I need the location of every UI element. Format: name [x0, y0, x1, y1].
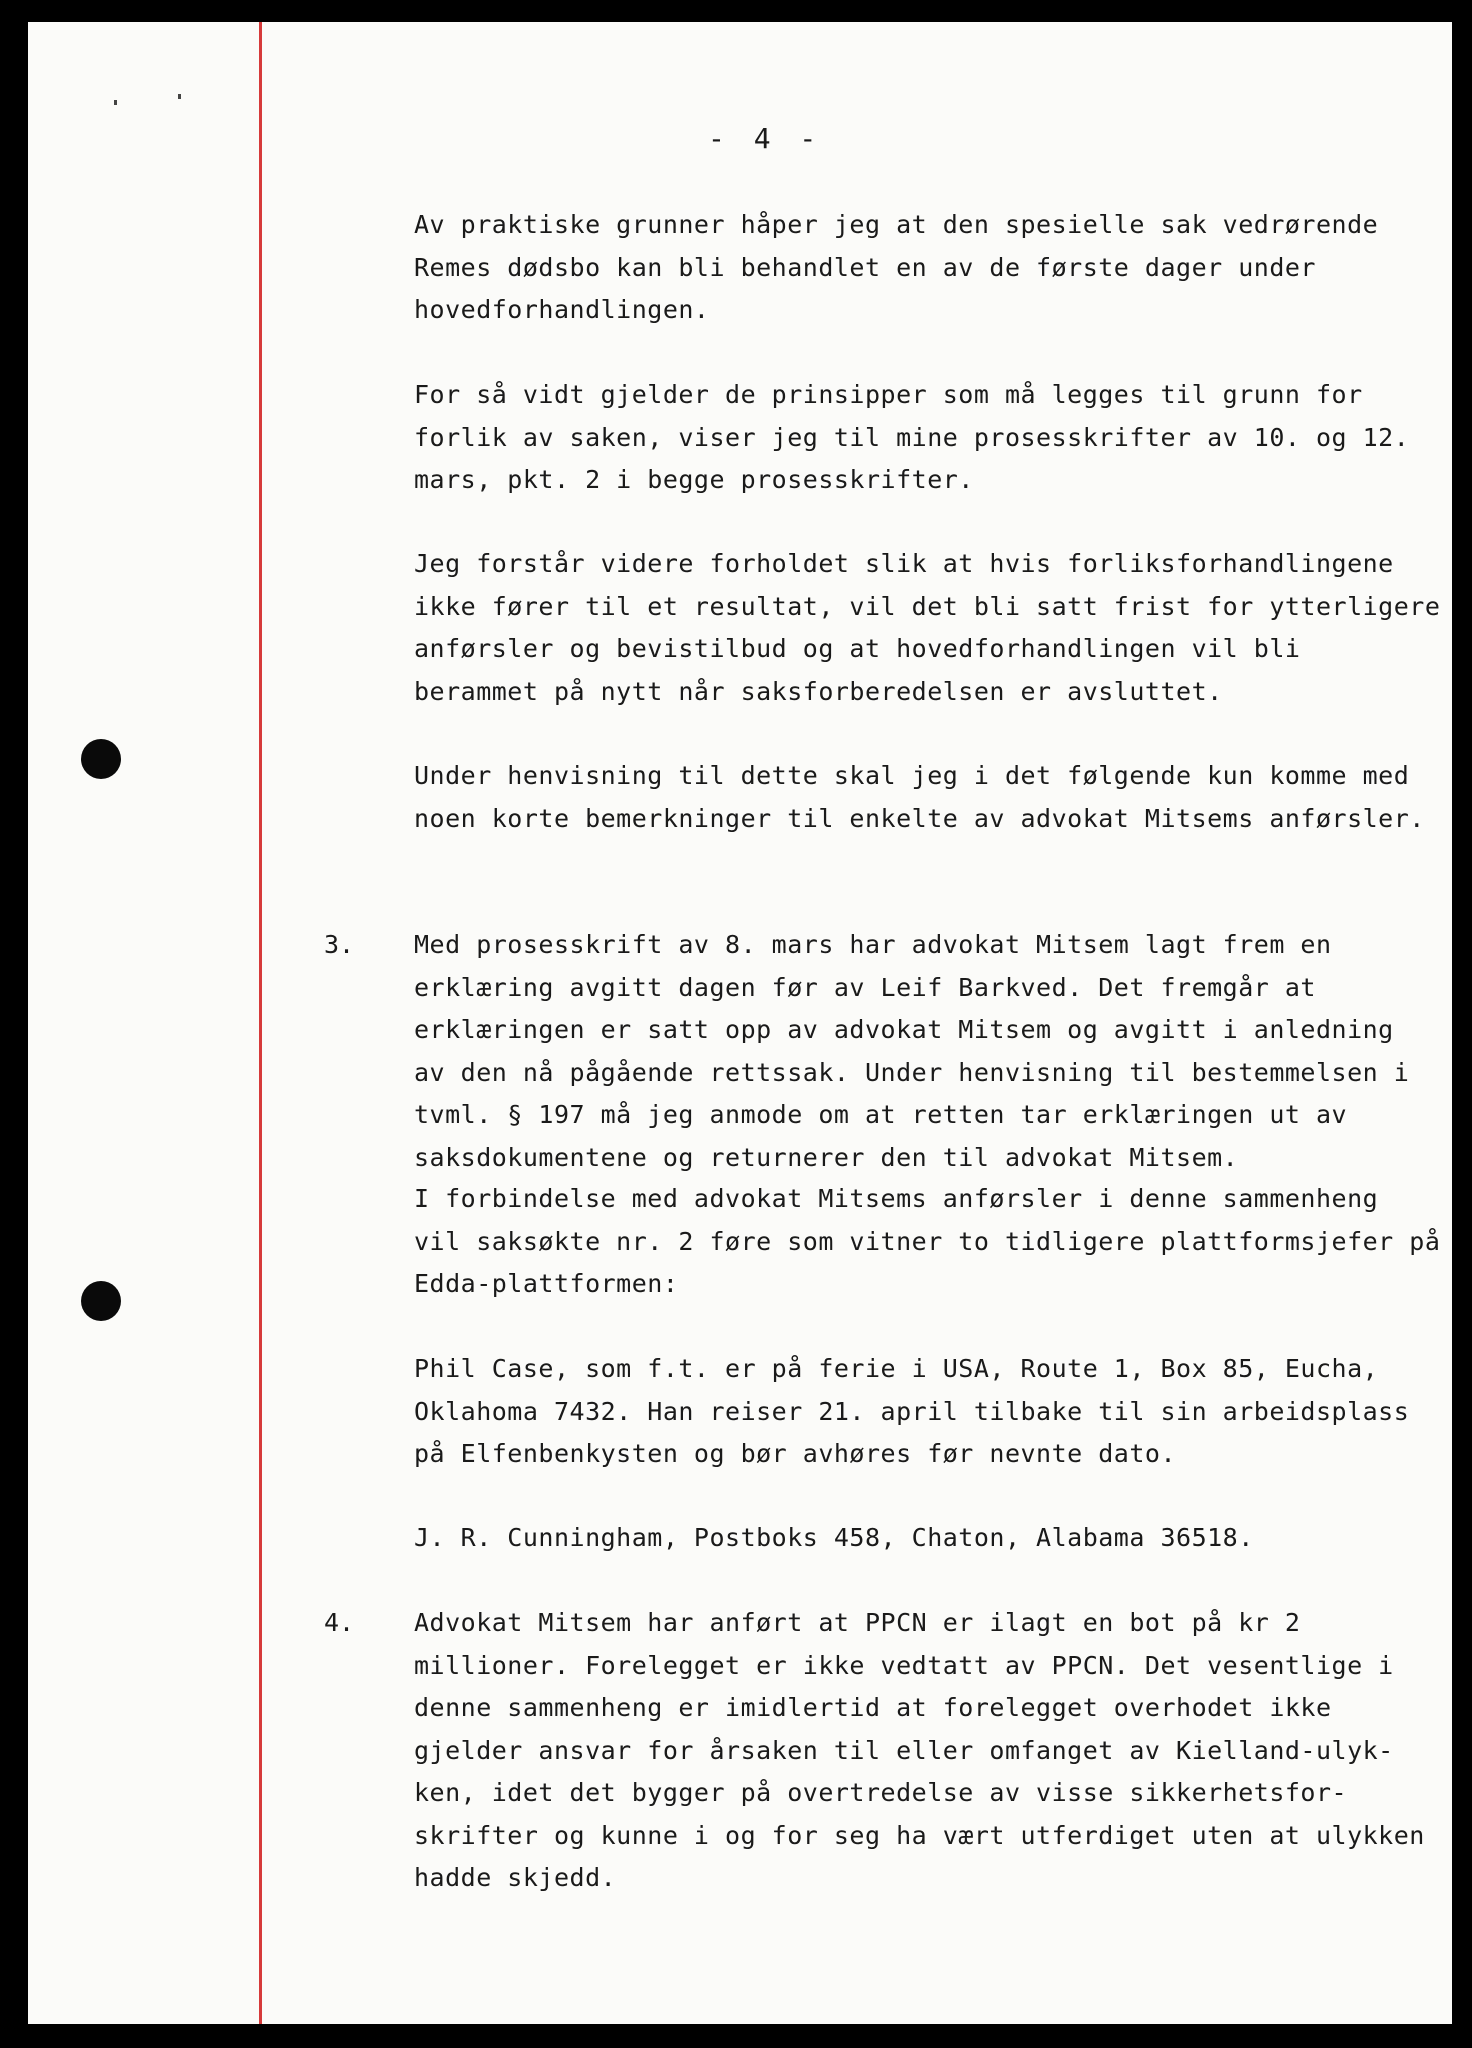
- paragraph: [414, 755, 1430, 840]
- document-page: [28, 22, 1452, 2024]
- text-line: denne sammenheng er imidlertid at forelegget overhodet ikke: [414, 1693, 1332, 1722]
- text-line: mars, pkt. 2 i begge prosesskrifter.: [414, 465, 974, 494]
- text-line: Oklahoma 7432. Han reiser 21. april tilbake til sin arbeidsplass: [414, 1396, 1410, 1426]
- text-line: millioner. Forelegget er ikke vedtatt av PPCN. Det vesentlige i: [414, 1650, 1394, 1680]
- text-line: noen korte bemerkninger til enkelte av advokat Mitsems anførsler.: [414, 803, 1425, 833]
- paragraph: [414, 374, 1430, 502]
- text-line: anførsler og bevistilbud og at hovedforhandlingen vil bli: [414, 634, 1301, 663]
- text-line: Jeg forstår videre forholdet slik at hvis forliksforhandlingene: [414, 549, 1394, 578]
- punch-hole-icon: [81, 739, 121, 779]
- text-line: hadde skjedd.: [414, 1863, 617, 1892]
- text-line: på Elfenbenkysten og bør avhøres før nevnte dato.: [414, 1439, 1177, 1468]
- text-line: skrifter og kunne i og for seg ha vært utferdiget uten at ulykken: [414, 1820, 1425, 1850]
- text-line: ikke fører til et resultat, vil det bli satt frist for ytterligere: [414, 591, 1441, 621]
- paragraph: [414, 1178, 1441, 1306]
- paragraph: [414, 1348, 1430, 1476]
- text-line: Remes dødsbo kan bli behandlet en av de første dager under: [414, 252, 1316, 282]
- text-line: tvml. § 197 må jeg anmode om at retten tar erklæringen ut av: [414, 1100, 1348, 1129]
- text-line: ken, idet det bygger på overtredelse av visse sikkerhetsfor-: [414, 1778, 1348, 1807]
- paragraph: [414, 1517, 1430, 1560]
- scan-speck: [178, 94, 181, 99]
- text-line: Edda-plattformen:: [414, 1269, 679, 1298]
- paragraph: [414, 204, 1430, 332]
- text-line: Advokat Mitsem har anført at PPCN er ilagt en bot på kr 2: [414, 1608, 1301, 1637]
- punch-hole-icon: [81, 1281, 121, 1321]
- paragraph: [414, 543, 1441, 713]
- text-line: erklæringen er satt opp av advokat Mitsem og avgitt i anledning: [414, 1015, 1394, 1044]
- paragraph: [414, 924, 1430, 1179]
- paragraph: [414, 1602, 1430, 1900]
- text-line: av den nå pågående rettssak. Under henvisning til bestemmelsen i: [414, 1057, 1410, 1087]
- text-line: For så vidt gjelder de prinsipper som må legges til grunn for: [414, 380, 1363, 409]
- text-line: berammet på nytt når saksforberedelsen er avsluttet.: [414, 676, 1223, 706]
- text-line: forlik av saken, viser jeg til mine prosesskrifter av 10. og 12.: [414, 422, 1410, 452]
- text-line: vil saksøkte nr. 2 føre som vitner to tidligere plattformsjefer på: [414, 1226, 1441, 1256]
- text-line: I forbindelse med advokat Mitsems anførsler i denne sammenheng: [414, 1184, 1379, 1213]
- text-line: J. R. Cunningham, Postboks 458, Chaton, Alabama 36518.: [414, 1523, 1254, 1552]
- text-line: Under henvisning til dette skal jeg i det følgende kun komme med: [414, 761, 1410, 790]
- text-line: Av praktiske grunner håper jeg at den spesielle sak vedrørende: [414, 210, 1379, 239]
- red-margin-line: [259, 22, 262, 2024]
- text-line: Phil Case, som f.t. er på ferie i USA, Route 1, Box 85, Eucha,: [414, 1354, 1379, 1383]
- text-line: Med prosesskrift av 8. mars har advokat Mitsem lagt frem en: [414, 930, 1332, 959]
- section-number: 3.: [324, 930, 355, 959]
- text-line: erklæring avgitt dagen før av Leif Barkved. Det fremgår at: [414, 972, 1316, 1002]
- page-number: - 4 -: [708, 122, 823, 155]
- text-line: saksdokumentene og returnerer den til advokat Mitsem.: [414, 1142, 1239, 1172]
- scan-speck: [114, 100, 117, 105]
- text-line: hovedforhandlingen.: [414, 295, 710, 324]
- section-number: 4.: [324, 1608, 355, 1637]
- text-line: gjelder ansvar for årsaken til eller omfanget av Kielland-ulyk-: [414, 1735, 1394, 1765]
